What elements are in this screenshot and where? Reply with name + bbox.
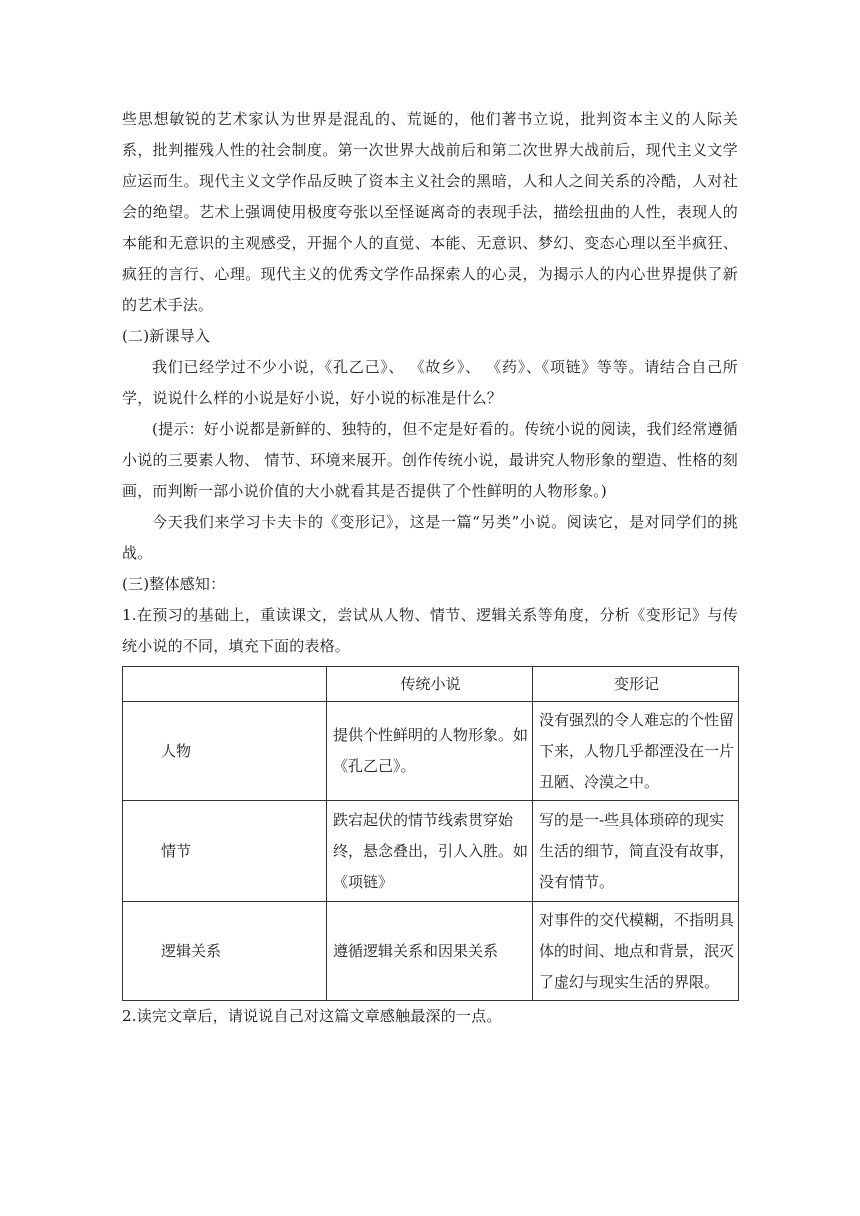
question-paragraph: 我们已经学过不少小说，《孔乙己》、 《故乡》、 《药》、《项链》等等。请结合自己所学，说说什么样的小说是好小说，好小说的标准是什么？ <box>122 358 738 407</box>
table-header-row <box>123 667 739 702</box>
section-heading-new-lesson: (二)新课导入 <box>122 327 211 345</box>
row-label: 逻辑关系 <box>123 902 327 1001</box>
hint-paragraph: (提示：好小说都是新鲜的、独特的，但不定是好看的。传统小说的阅读，我们经常遵循小说的三要素人物、 情节、环境来展开。创作传统小说，最讲究人物形象的塑造、性格的刻画，而判断一部小说价值的大小就看其是否提供了个性鲜明的人物形象。) <box>122 420 738 500</box>
task-1: 1.在预习的基础上，重读课文，尝试从人物、情节、逻辑关系等角度，分析《变形记》与传统小说的不同，填充下面的表格。 <box>122 606 738 655</box>
metamorphosis-cell: 没有强烈的令人难忘的个性留下来，人物几乎都湮没在一片丑陋、冷漠之中。 <box>533 702 739 801</box>
table-row <box>123 702 739 801</box>
comparison-table <box>122 666 739 1001</box>
table-row <box>123 801 739 902</box>
table-header-cell: 传统小说 <box>327 667 533 702</box>
document-page <box>122 104 738 1032</box>
section-heading-overall: (三)整体感知： <box>122 575 226 593</box>
intro-paragraph: 些思想敏锐的艺术家认为世界是混乱的、荒诞的，他们著书立说，批判资本主义的人际关系，批判摧残人性的社会制度。第一次世界大战前后和第二次世界大战前后，现代主义文学应运而生。现代主义文学作品反映了资本主义社会的黑暗，人和人之间关系的冷酷，人对社会的绝望。艺术上强调使用极度夸张以至怪诞离奇的表现手法，描绘扭曲的人性，表现人的本能和无意识的主观感受，开掘个人的直觉、本能、无意识、梦幻、变态心理以至半疯狂、疯狂的言行、心理。现代主义的优秀文学作品探索人的心灵，为揭示人的内心世界提供了新的艺术手法。 <box>122 110 738 314</box>
traditional-cell: 遵循逻辑关系和因果关系 <box>327 902 533 1001</box>
today-paragraph: 今天我们来学习卡夫卡的《变形记》，这是一篇“另类”小说。阅读它，是对同学们的挑战。 <box>122 513 738 562</box>
metamorphosis-cell: 写的是一-些具体琐碎的现实生活的细节，简直没有故事，没有情节。 <box>533 801 739 902</box>
table-row <box>123 902 739 1001</box>
row-label: 人物 <box>123 702 327 801</box>
traditional-cell: 提供个性鲜明的人物形象。如《孔乙己》。 <box>327 702 533 801</box>
metamorphosis-cell: 对事件的交代模糊，不指明具体的时间、地点和背景，泯灭了虚幻与现实生活的界限。 <box>533 902 739 1001</box>
table-header-cell: 变形记 <box>533 667 739 702</box>
table-header-cell <box>123 667 327 702</box>
traditional-cell: 跌宕起伏的情节线索贯穿始终，悬念叠出，引人入胜。如《项链》 <box>327 801 533 902</box>
row-label: 情节 <box>123 801 327 902</box>
task-2: 2.读完文章后，请说说自己对这篇文章感触最深的一点。 <box>122 1007 502 1025</box>
